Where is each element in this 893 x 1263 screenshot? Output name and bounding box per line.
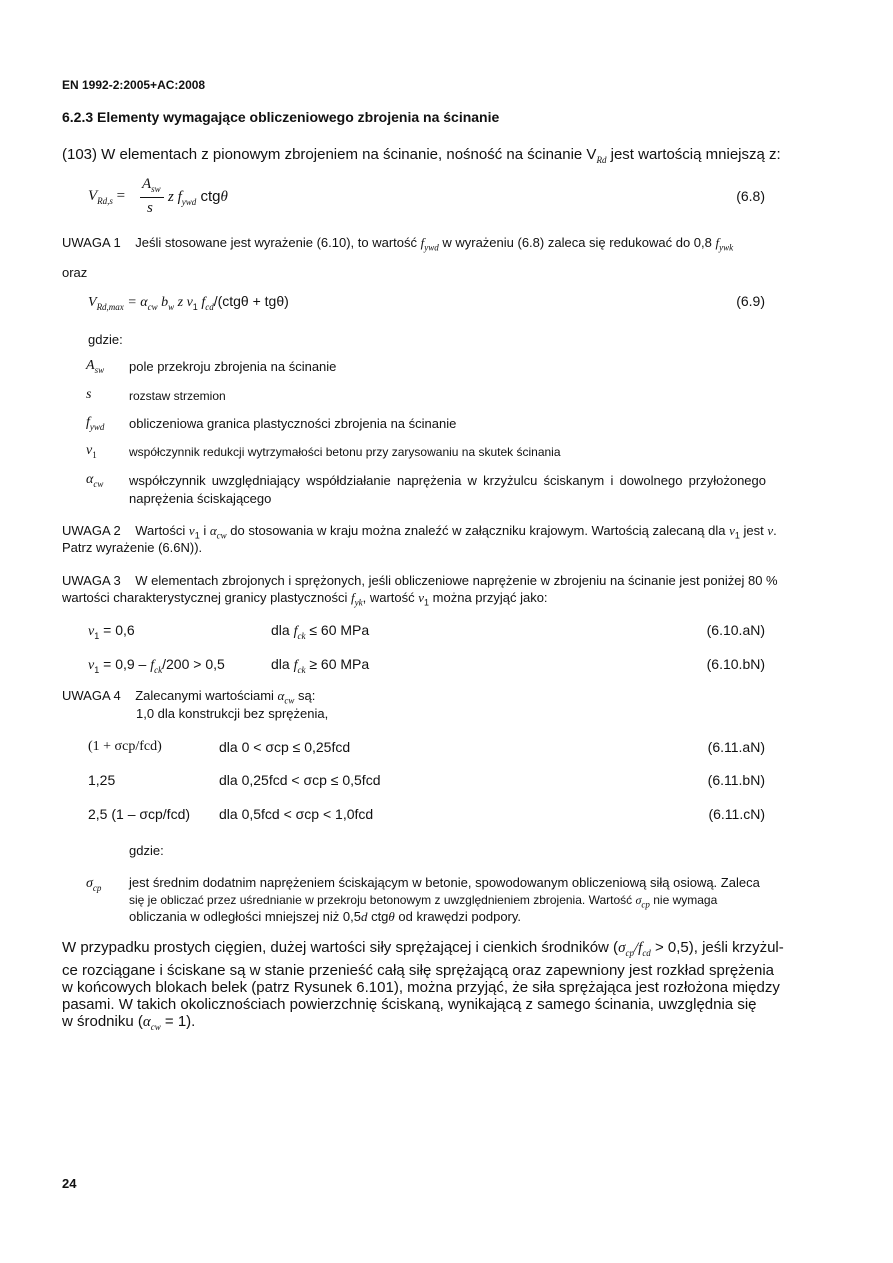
equation-6-11-c-condition: dla 0,5fcd < σcp < 1,0fcd [219, 806, 374, 822]
page-number: 24 [62, 1176, 77, 1191]
note-2: UWAGA 2 Wartości $\nu_1$ i $\alpha_{cw}$ do stosowania w kraju można znaleźć w załączniku krajowym. Wartością zalecaną dla $\nu_1$ jest ν. [62, 523, 777, 541]
equation-6-9: $V_{Rd,max} = \alpha_{cw}$ $b_w$ z $\nu_1$ $f_{cd}/(ctg\theta + tg\theta)$ [88, 293, 289, 312]
definition-text-s: rozstaw strzemion [129, 389, 226, 403]
clause-103-intro: (103) W elementach z pionowym zbrojeniem na ścinanie, nośność na ścinanie $V_{Rd}$ jest wartością mniejszą z: [62, 146, 781, 165]
definition-text-nu1: współczynnik redukcji wytrzymałości betonu przy zarysowaniu na skutek ścinania [129, 445, 561, 459]
final-paragraph-line-3: w końcowych blokach belek (patrz Rysunek 6.101), można przyjąć, że siła sprężająca jest rozłożona między [62, 979, 780, 996]
note-3-line-1: UWAGA 3 W elementach zbrojonych i sprężonych, jeśli obliczeniowe naprężenie w zbrojeniu na ścinanie jest poniżej 80 % [62, 573, 778, 588]
equation-number-6-8: (6.8) [736, 188, 765, 204]
section-title: 6.2.3 Elementy wymagające obliczeniowego zbrojenia na ścinanie [62, 109, 500, 125]
equation-6-11-a-lhs: (1 + σcp/fcd) [88, 739, 162, 754]
definition-text-sigma-cp-line-3: obliczania w odległości mniejszej niż 0,5d ctgθ od krawędzi podpory. [129, 909, 522, 924]
definition-symbol-asw: $A_{sw}$ [86, 358, 105, 375]
equation-6-11-c-lhs: 2,5 (1 – σcp/fcd) [88, 806, 191, 822]
equation-6-10-a-condition: dla $f_{ck} \le 60$ MPa [271, 622, 370, 641]
definition-symbol-fywd: $f_{ywd}$ [86, 415, 105, 432]
note-4-line-2: 1,0 dla konstrukcji bez sprężenia, [136, 706, 329, 721]
final-paragraph-line-1: W przypadku prostych cięgien, dużej wartości siły sprężającej i cienkich środników $(\sigma_{cp}/f_{cd} > 0,5)$, jeśli krzyżul- [62, 939, 784, 958]
definition-text-asw: pole przekroju zbrojenia na ścinanie [129, 359, 337, 374]
final-paragraph-line-2: ce rozciągane i ściskane są w stanie przenieść całą siłę sprężającą oraz zapewniony jest rozkład sprężenia [62, 962, 775, 979]
definition-symbol-nu1: $\nu_1$ [86, 443, 97, 460]
note-4-line-1: UWAGA 4 Zalecanymi wartościami $\alpha_{cw}$ są: [62, 688, 316, 706]
fraction-bar [140, 197, 164, 198]
where-label-1: gdzie: [88, 332, 123, 347]
equation-6-11-b-lhs: 1,25 [88, 772, 116, 788]
fraction-denominator: s [147, 200, 153, 216]
final-paragraph-line-5: w środniku $(\alpha_{cw} = 1)$. [62, 1013, 196, 1032]
note-1: UWAGA 1 Jeśli stosowane jest wyrażenie (6.10), to wartość $f_{ywd}$ w wyrażeniu (6.8) zaleca się redukować do 0,8 $f_{ywk}$ [62, 235, 734, 253]
definition-symbol-s: s [86, 387, 92, 402]
definition-text-sigma-cp-line-2: się je obliczać przez uśrednianie w przekroju betonowym z uwzględnieniem zbrojenia. Wartość $\sigma_{cp}$ nie wymaga [129, 893, 718, 910]
document-standard-header: EN 1992-2:2005+AC:2008 [62, 78, 206, 92]
definition-symbol-alpha-cw: $\alpha_{cw}$ [86, 472, 104, 489]
note-3-line-2: wartości charakterystycznej granicy plastyczności $f_{yk}$, wartość $\nu_1$ można przyjąć jako: [62, 590, 548, 608]
equation-number-6-11-c: (6.11.cN) [708, 806, 765, 822]
equation-number-6-11-a: (6.11.aN) [707, 739, 765, 755]
definition-text-fywd: obliczeniowa granica plastyczności zbrojenia na ścinanie [129, 416, 457, 431]
equation-6-11-b-condition: dla 0,25fcd < σcp ≤ 0,5fcd [219, 772, 381, 788]
definition-text-sigma-cp-line-1: jest średnim dodatnim naprężeniem ściskającym w betonie, spowodowanym obliczeniową siłą osiową. Zaleca [129, 875, 760, 890]
final-paragraph [62, 939, 784, 1036]
note-2-line-2: Patrz wyrażenie (6.6N)). [62, 540, 203, 555]
equation-6-8: $V_{Rd,s}$ = $A_{sw}$ s z $f_{ywd}$ ctgθ [88, 176, 228, 216]
final-paragraph-line-4: pasami. W takich okolicznościach powierzchnię ściskaną, wynikającą z samego ścinania, uwzględnia się [62, 996, 757, 1013]
equation-6-11-a-condition: dla 0 < σcp ≤ 0,25fcd [219, 739, 351, 755]
oraz-text: oraz [62, 265, 88, 280]
equation-number-6-10-b: (6.10.bN) [706, 656, 765, 672]
where-label-2: gdzie: [129, 843, 164, 858]
equation-6-10-a-lhs: $\nu_1 = 0,6$ [88, 622, 135, 641]
definition-text-alpha-cw: współczynnik uwzględniający współdziałanie naprężenia w krzyżulcu ściskanym i dowolnego przyłożonego naprężenia ściskającego [129, 473, 766, 506]
equation-6-10-b-lhs: $\nu_1 = 0,9 - f_{ck}/200 > 0,5$ [88, 656, 225, 675]
equation-6-10-b-condition: dla $f_{ck} \ge 60$ MPa [271, 656, 370, 675]
equation-number-6-11-b: (6.11.bN) [707, 772, 765, 788]
definition-symbol-sigma-cp: $\sigma_{cp}$ [86, 876, 102, 893]
equation-number-6-10-a: (6.10.aN) [706, 622, 765, 638]
equation-number-6-9: (6.9) [736, 293, 765, 309]
fraction-numerator: $A_{sw}$ [142, 176, 161, 194]
